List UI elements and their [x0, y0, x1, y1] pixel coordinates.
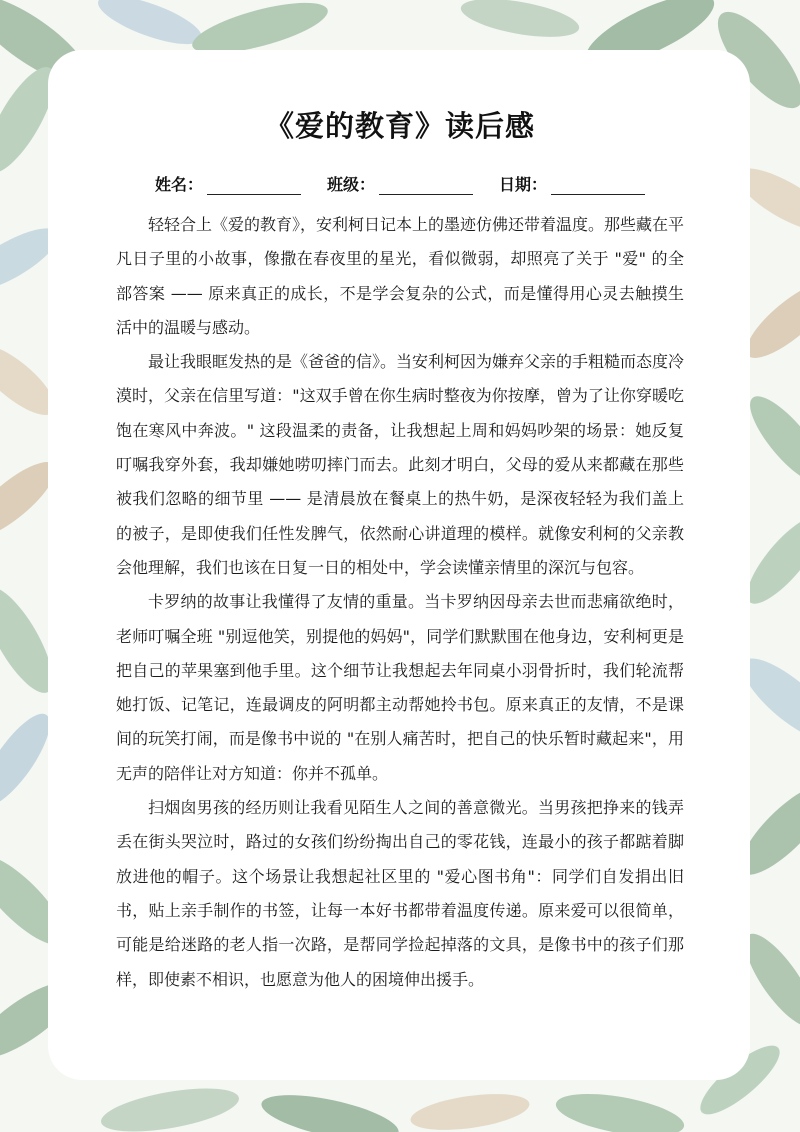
- name-field[interactable]: [155, 172, 301, 195]
- paragraph-2: 最让我眼眶发热的是《爸爸的信》。当安利柯因为嫌弃父亲的手粗糙而态度冷漠时，父亲在信里写道："这双手曾在你生病时整夜为你按摩，曾为了让你穿暖吃饱在寒风中奔波。" 这段温柔的责备，让我想起上周和妈妈吵架的场景：她反复叮嘱我穿外套，我却嫌她唠叨摔门而去。此刻才明白，父母的爱从来都藏在那些被我们忽略的细节里 —— 是清晨放在餐桌上的热牛奶，是深夜轻轻为我们盖上的被子，是即使我们任性发脾气，依然耐心讲道理的模样。就像安利柯的父亲教会他理解，我们也该在日复一日的相处中，学会读懂亲情里的深沉与包容。: [116, 352, 685, 577]
- paragraph-1: 轻轻合上《爱的教育》，安利柯日记本上的墨迹仿佛还带着温度。那些藏在平凡日子里的小故事，像撒在春夜里的星光，看似微弱，却照亮了关于 "爱" 的全部答案 —— 原来真正的成长，不是学会复杂的公式，而是懂得用心灵去触摸生活中的温暖与感动。: [116, 215, 685, 337]
- date-blank-line[interactable]: [551, 178, 645, 195]
- class-label: 班级：: [326, 175, 375, 194]
- name-label: 姓名：: [154, 175, 203, 194]
- student-info-row: [0, 172, 800, 195]
- essay-body: [116, 208, 684, 997]
- date-field[interactable]: [499, 172, 645, 195]
- class-field[interactable]: [327, 172, 473, 195]
- paragraph-3: 卡罗纳的故事让我懂得了友情的重量。当卡罗纳因母亲去世而悲痛欲绝时，老师叮嘱全班 "别逗他笑，别提他的妈妈"，同学们默默围在他身边，安利柯更是把自己的苹果塞到他手里。这个细节让我想起去年同桌小羽骨折时，我们轮流帮她打饭、记笔记，连最调皮的阿明都主动帮她拎书包。原来真正的友情，不是课间的玩笑打闹，而是像书中说的 "在别人痛苦时，把自己的快乐暂时藏起来"，用无声的陪伴让对方知道：你并不孤单。: [116, 592, 684, 783]
- paragraph-4: 扫烟囱男孩的经历则让我看见陌生人之间的善意微光。当男孩把挣来的钱弄丢在街头哭泣时，路过的女孩们纷纷掏出自己的零花钱，连最小的孩子都踮着脚放进他的帽子。这个场景让我想起社区里的 "爱心图书角"：同学们自发捐出旧书，贴上亲手制作的书签，让每一本好书都带着温度传递。原来爱可以很简单，可能是给迷路的老人指一次路，是帮同学捡起掉落的文具，是像书中的孩子们那样，即使素不相识，也愿意为他人的困境伸出援手。: [116, 798, 684, 989]
- class-blank-line[interactable]: [379, 178, 473, 195]
- name-blank-line[interactable]: [207, 178, 301, 195]
- page-title: 《爱的教育》读后感: [264, 109, 535, 143]
- date-label: 日期：: [499, 175, 548, 194]
